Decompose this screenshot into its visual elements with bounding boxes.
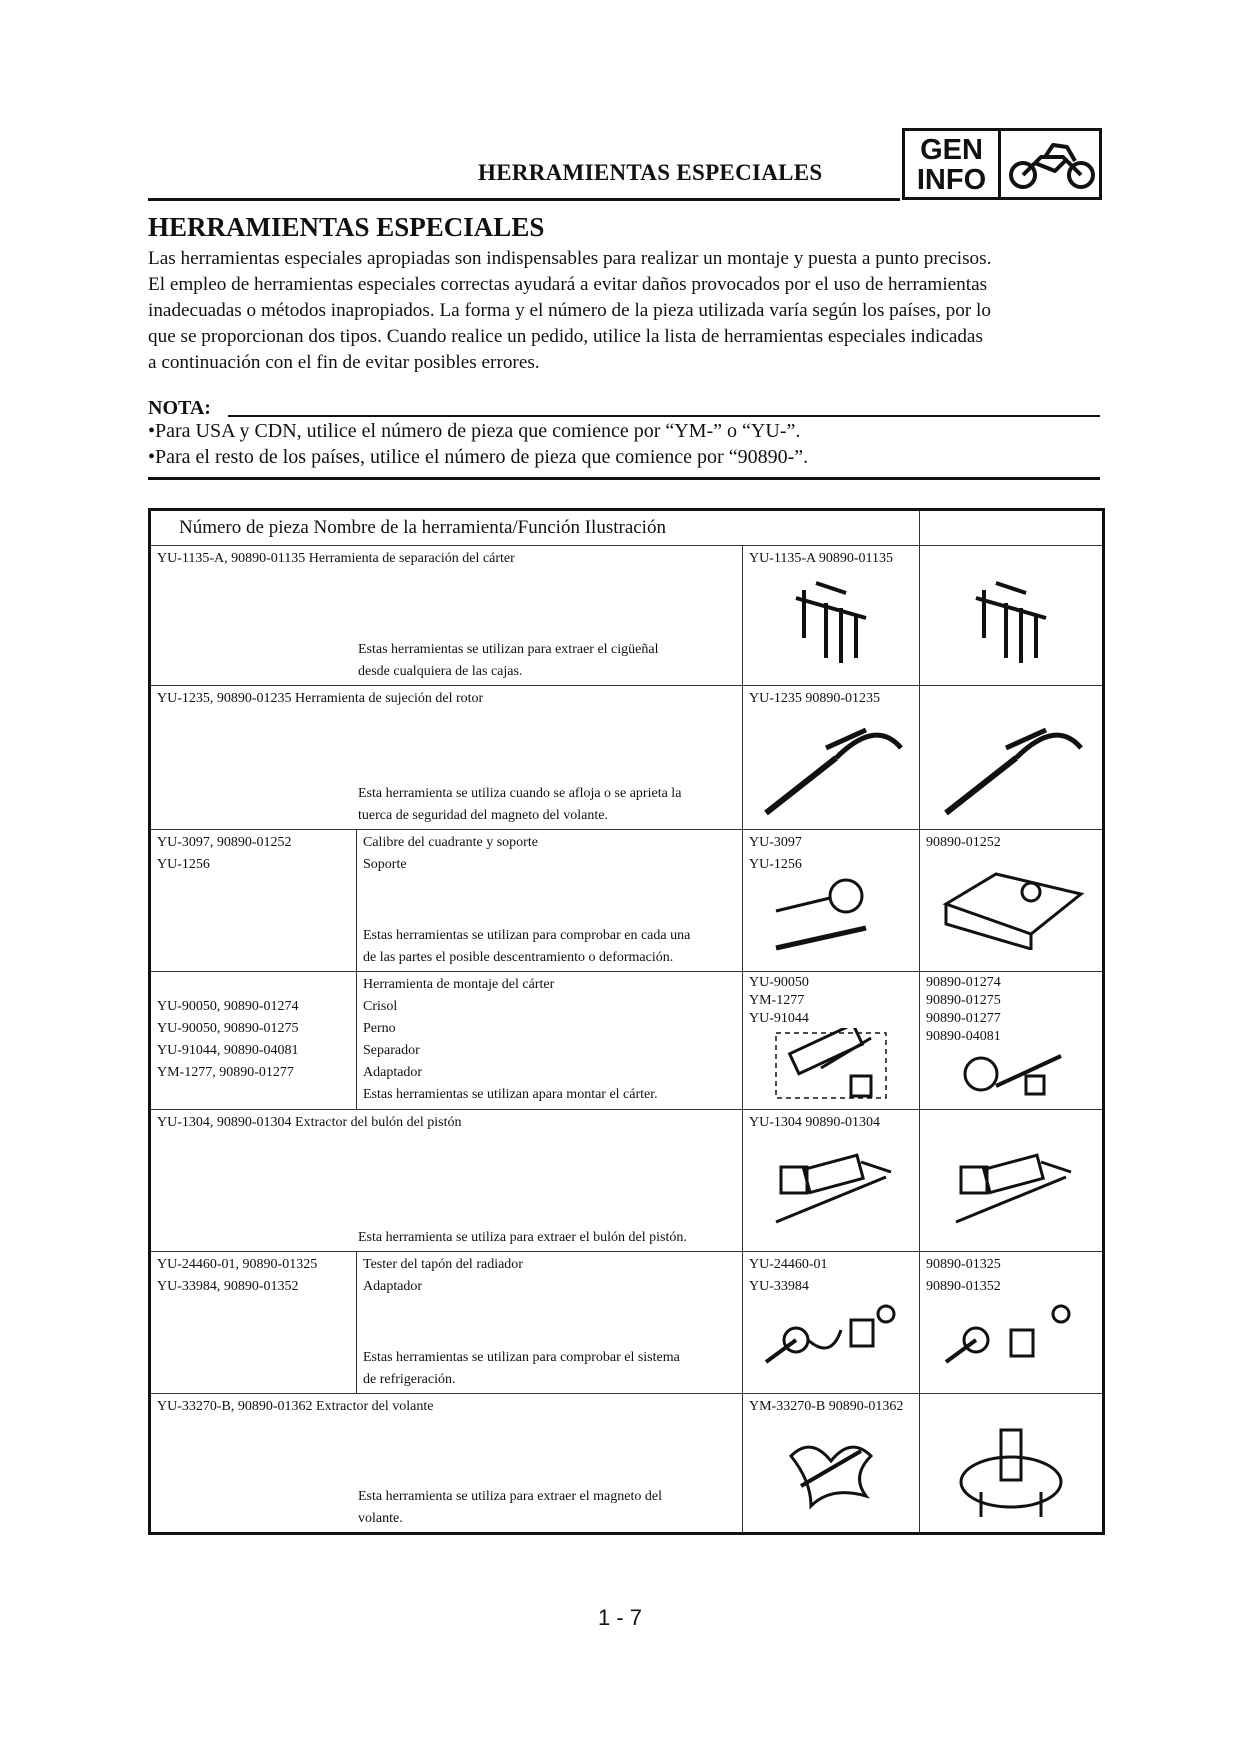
crankcase-separator-illustration [786,578,876,668]
part-number: YU-1256 [157,857,210,872]
crankcase-installer-illustration [771,1028,891,1102]
part-number: YM-1277, 90890-01277 [157,1065,294,1080]
ill-label: YU-1135-A 90890-01135 [749,551,894,566]
part-number: YU-24460-01, 90890-01325 [157,1257,318,1272]
part-number: YU-3097, 90890-01252 [157,835,292,850]
tool-top-line: YU-1304, 90890-01304 Extractor del bulón del pistón [157,1115,462,1130]
illustration-cell [920,546,1104,686]
tool-top-line: YU-1235, 90890-01235 Herramienta de sujeción del rotor [157,691,484,706]
nota-item-text: Para USA y CDN, utilice el número de pieza que comience por “YM-” o “YU-”. [155,420,801,442]
intro-line: a continuación con el fin de evitar posibles errores. [148,352,540,373]
desc-line: Esta herramienta se utiliza para extraer el magneto del [358,1489,662,1504]
nota-item-text: Para el resto de los países, utilice el número de pieza que comience por “90890-”. [155,446,809,468]
tool-name-cell [357,972,743,1110]
flywheel-puller-illustration [771,1426,891,1516]
part-number: YU-91044, 90890-04081 [157,1043,299,1058]
tool-name: Herramienta de montaje del cárter [363,977,555,992]
illustration-cell [743,1110,920,1252]
ill-label: YU-1304 90890-01304 [749,1115,881,1130]
table-row [150,1110,1104,1252]
ill-label: YU-91044 [749,1011,809,1026]
tool-description [357,925,742,969]
page-number: 1 - 7 [598,1605,643,1630]
illustration-cell [920,1394,1104,1534]
part-number: YU-33984, 90890-01352 [157,1279,299,1294]
part-number [157,974,350,996]
part-number-cell [150,830,357,972]
ill-label: 90890-01325 [926,1257,1001,1272]
tool-top-line: YU-1135-A, 90890-01135 Herramienta de separación del cárter [157,551,515,566]
table-row [150,546,1104,686]
desc-line: Estas herramientas se utilizan para extraer el cigüeñal [358,642,659,657]
desc-line: de las partes el posible descentramiento o deformación. [363,950,674,965]
tool-name-cell [357,830,743,972]
illustration-cell [920,1252,1104,1394]
badge-top: GEN [920,134,983,166]
motorcycle-icon [1005,135,1099,195]
illustration-cell [743,1394,920,1534]
intro-line: que se proporcionan dos tipos. Cuando realice un pedido, utilice la lista de herramientas especiales indicadas [148,326,983,347]
radiator-cap-tester-illustration [761,1300,901,1370]
illustration-cell [743,972,920,1110]
desc-line: de refrigeración. [363,1372,456,1387]
intro-line: El empleo de herramientas especiales correctas ayudará a evitar daños provocados por el uso de herramientas [148,274,988,295]
nota-item: •Para USA y CDN, utilice el número de pieza que comience por “YM-” o “YU-”. [148,420,801,442]
crankcase-separator-illustration [966,578,1056,668]
illustration-cell [743,1252,920,1394]
table-row [150,1394,1104,1534]
ill-label: 90890-01352 [926,1279,1001,1294]
table-row [150,972,1104,1110]
desc-line: volante. [358,1511,403,1526]
ill-label: 90890-01274 [926,975,1001,990]
tool-name-cell [357,1252,743,1394]
tool-cell [150,546,743,686]
tool-description: Estas herramientas se utilizan apara montar el cárter. [363,1087,658,1102]
tools-table [148,508,1105,1535]
illustration-cell [920,830,1104,972]
desc-line: Estas herramientas se utilizan para comprobar el sistema [363,1350,680,1365]
ill-label: 90890-01252 [926,835,1001,850]
ill-label: 90890-01275 [926,993,1001,1008]
tool-name: Perno [363,1021,396,1036]
ill-label: YU-24460-01 [749,1257,828,1272]
ill-label: YU-1235 90890-01235 [749,691,881,706]
tool-name: Soporte [363,857,407,872]
gen-info-badge [902,128,1102,200]
ill-label: YU-3097 [749,835,802,850]
header-rule [148,198,900,201]
ill-label: YU-1256 [749,857,802,872]
tool-name: Crisol [363,999,398,1014]
nota-rule-bottom [148,477,1100,480]
intro-line: Las herramientas especiales apropiadas son indispensables para realizar un montaje y puesta a punto precisos. [148,248,992,269]
table-row [150,830,1104,972]
flywheel-puller-illustration [951,1422,1071,1522]
tool-description [151,639,743,683]
tool-cell [150,1110,743,1252]
nota-item: •Para el resto de los países, utilice el número de pieza que comience por “90890-”. [148,446,809,468]
table-header-empty [920,510,1104,546]
tool-top-line: YU-33270-B, 90890-01362 Extractor del volante [157,1399,434,1414]
tool-name: Adaptador [363,1065,423,1080]
intro-line: inadecuadas o métodos inapropiados. La forma y el número de la pieza utilizada varía según los países, por lo [148,300,991,321]
ill-label: 90890-01277 [926,1011,1001,1026]
illustration-cell [743,830,920,972]
part-number: YU-90050, 90890-01275 [157,1021,299,1036]
dial-gauge-illustration [766,876,896,956]
nota-rule-top [228,415,1100,417]
tool-description [151,1486,743,1530]
desc-line: desde cualquiera de las cajas. [358,664,523,679]
table-header [150,510,920,546]
part-number-cell [150,1252,357,1394]
section-title: HERRAMIENTAS ESPECIALES [148,212,545,242]
ill-label: YM-33270-B 90890-01362 [749,1399,904,1414]
illustration-cell [743,686,920,830]
desc-line: Esta herramienta se utiliza cuando se afloja o se aprieta la [358,786,682,801]
tool-description [151,1227,743,1249]
desc-line: tuerca de seguridad del magneto del volante. [358,808,608,823]
tool-name: Separador [363,1043,420,1058]
intro-paragraph [148,246,1100,376]
ill-label: YM-1277 [749,993,805,1008]
table-row [150,686,1104,830]
rotor-holder-illustration [756,718,906,818]
dial-gauge-case-illustration [936,854,1086,950]
piston-pin-puller-illustration [946,1142,1076,1232]
tool-name: Calibre del cuadrante y soporte [363,835,538,850]
tool-description [357,1347,742,1391]
header-title: HERRAMIENTAS ESPECIALES [478,160,823,185]
desc-line: Estas herramientas se utilizan para comprobar en cada una [363,928,691,943]
ill-label: YU-90050 [749,975,809,990]
illustration-cell [743,546,920,686]
tool-cell [150,686,743,830]
table-row [150,1252,1104,1394]
table-header-text: Número de pieza Nombre de la herramienta/Función Ilustración [179,517,666,538]
tool-description [151,783,743,827]
rotor-holder-illustration [936,718,1086,818]
badge-text [905,131,1001,197]
part-number-cell [150,972,357,1110]
nota-label: NOTA: [148,397,211,419]
illustration-cell [920,1110,1104,1252]
ill-label: 90890-04081 [926,1029,1001,1044]
tool-cell [150,1394,743,1534]
ill-label: YU-33984 [749,1279,809,1294]
tool-name: Adaptador [363,1279,423,1294]
crankcase-installer-illustration [951,1046,1071,1102]
tool-name: Tester del tapón del radiador [363,1257,523,1272]
desc-line: Esta herramienta se utiliza para extraer el bulón del pistón. [358,1230,687,1245]
part-number: YU-90050, 90890-01274 [157,999,299,1014]
illustration-cell [920,972,1104,1110]
piston-pin-puller-illustration [766,1142,896,1232]
badge-bottom: INFO [916,164,987,196]
illustration-cell [920,686,1104,830]
radiator-cap-tester-illustration [941,1300,1081,1370]
